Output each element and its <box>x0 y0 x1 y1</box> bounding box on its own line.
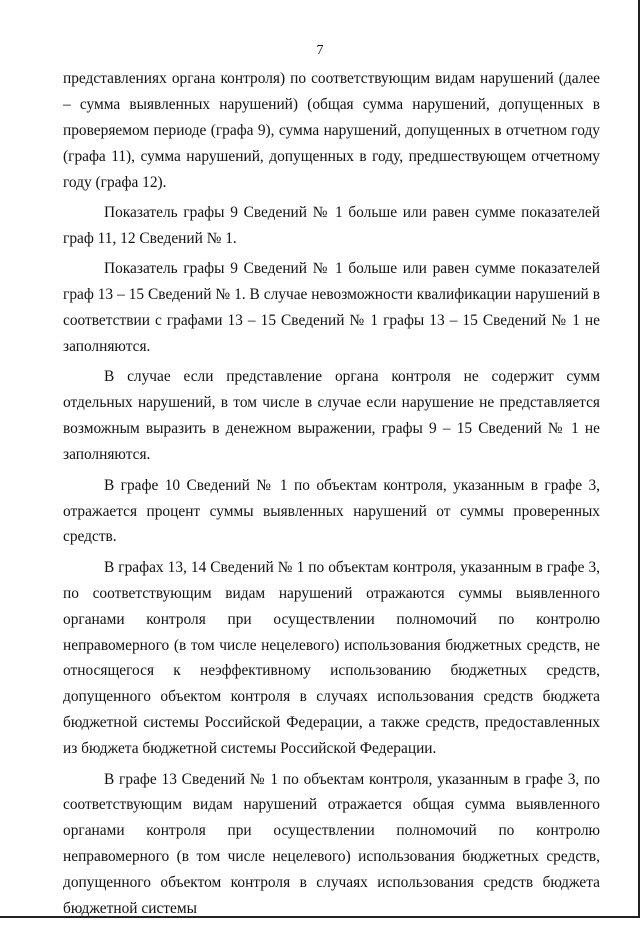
paragraph: В графе 13 Сведений № 1 по объектам контроля, указанным в графе 3, по соответствующим видам нарушений отражается общая сумма выявленного органами контроля при осуществлении полномочий по контролю неправомерного (в том числе нецелевого) использования бюджетных средств, допущенного объектом контроля в случаях использования средств бюджета бюджетной системы <box>63 770 600 918</box>
paragraph: Показатель графы 9 Сведений № 1 больше или равен сумме показателей граф 11, 12 Сведений № 1. <box>63 204 600 247</box>
paragraph: Показатель графы 9 Сведений № 1 больше или равен сумме показателей граф 13 – 15 Сведений № 1. В случае невозможности квалификации нарушений в соответствии с графами 13 – 15 Сведений № 1 графы 13 – 15 Сведений № 1 не заполняются. <box>63 260 600 356</box>
body-text <box>63 66 600 927</box>
paragraph: представлениях органа контроля) по соответствующим видам нарушений (далее – сумма выявленных нарушений) (общая сумма нарушений, допущенных в проверяемом периоде (графа 9), сумма нарушений, допущенных в отчетном году (графа 11), сумма нарушений, допущенных в году, предшествующем отчетному году (графа 12). <box>63 70 600 191</box>
paragraph: В графе 10 Сведений № 1 по объектам контроля, указанным в графе 3, отражается процент суммы выявленных нарушений от суммы проверенных средств. <box>63 476 600 546</box>
paragraph: В случае если представление органа контроля не содержит сумм отдельных нарушений, в том числе в случае если нарушение не представляется возможным выразить в денежном выражении, графы 9 – 15 Сведений № 1 не заполняются. <box>63 368 600 464</box>
page-number: 7 <box>316 43 324 58</box>
paragraph: В графах 13, 14 Сведений № 1 по объектам контроля, указанным в графе 3, по соответствующим видам нарушений отражаются суммы выявленного органами контроля при осуществлении полномочий по контролю неправомерного (в том числе нецелевого) использования бюджетных средств, не относящегося к неэффективному использованию бюджетных средств, допущенного объектом контроля в случаях использования средств бюджета бюджетной системы Российской Федерации, а также средств, предоставленных из бюджета бюджетной системы Российской Федерации. <box>63 558 600 758</box>
